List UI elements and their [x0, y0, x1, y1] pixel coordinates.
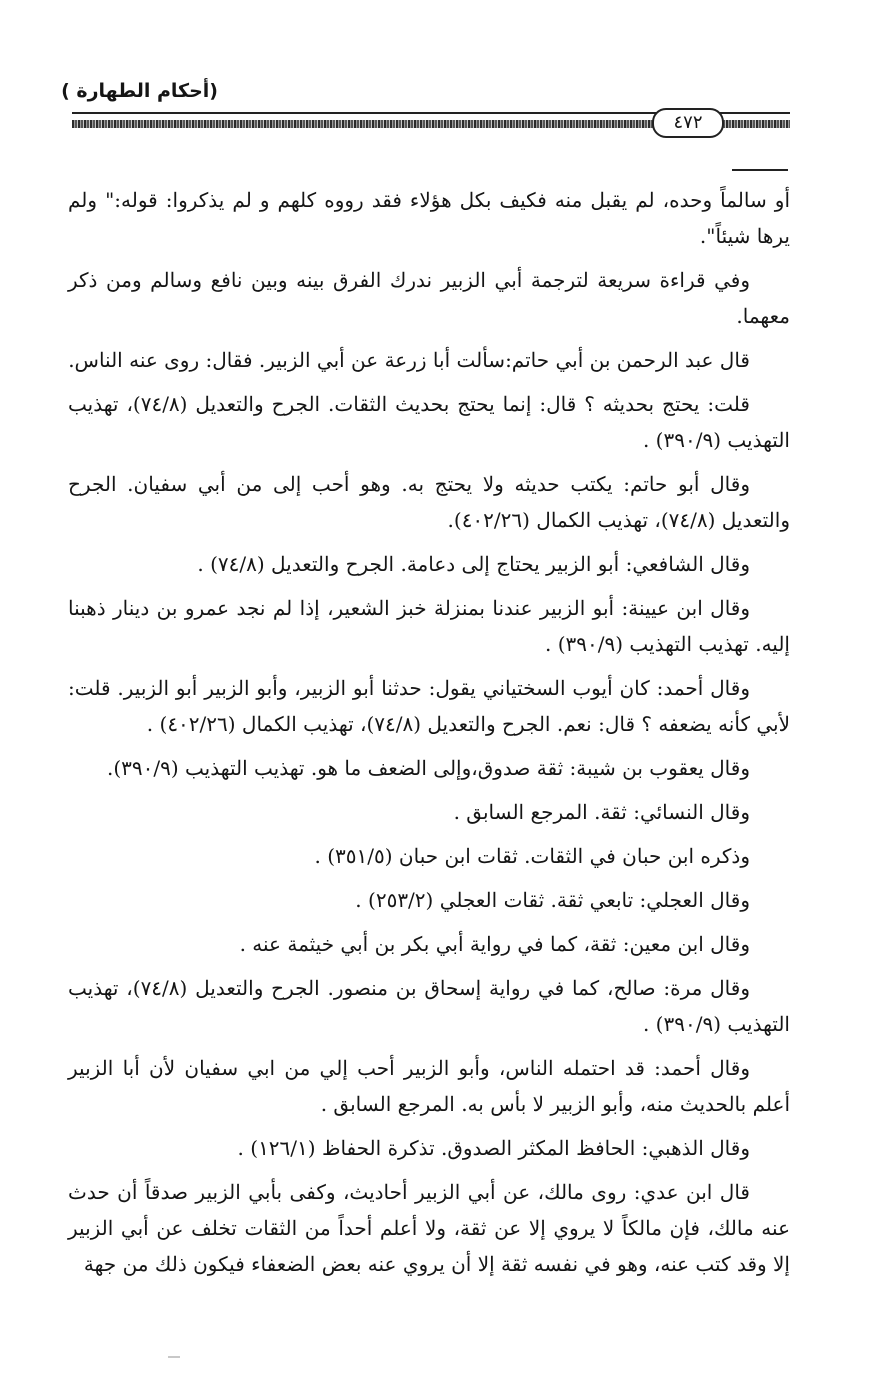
paragraph: وقال النسائي: ثقة. المرجع السابق . — [453, 800, 750, 824]
paragraph: وفي قراءة سريعة لترجمة أبي الزبير ندرك الفرق بينه وبين نافع وسالم ومن ذكر معهما. — [68, 268, 790, 328]
paragraph: وقال ابن معين: ثقة، كما في رواية أبي بكر بن أبي خيثمة عنه . — [239, 932, 750, 956]
footnote-separator — [732, 169, 788, 171]
page-number: ٤٧٢ — [652, 108, 724, 138]
paragraph: وقال الشافعي: أبو الزبير يحتاج إلى دعامة. الجرح والتعديل (٧٤/٨) . — [197, 552, 750, 576]
paragraph: قال عبد الرحمن بن أبي حاتم:سألت أبا زرعة عن أبي الزبير. فقال: روى عنه الناس. — [68, 348, 750, 372]
paragraph: وقال أحمد: كان أيوب السختياني يقول: حدثنا أبو الزبير، وأبو الزبير أبو الزبير. قلت: لأبي كأنه يضعفه ؟ قال: نعم. الجرح والتعديل (٧٤/٨)، تهذيب الكمال (٤٠٢/٢٦) . — [68, 676, 790, 736]
body-text — [68, 182, 790, 1290]
paragraph: وقال ابن عيينة: أبو الزبير عندنا بمنزلة خبز الشعير، إذا لم نجد عمرو بن دينار ذهبنا إليه. تهذيب التهذيب (٣٩٠/٩) . — [68, 596, 790, 656]
paragraph: وقال أحمد: قد احتمله الناس، وأبو الزبير أحب إلي من ابي سفيان لأن أبا الزبير أعلم بالحديث منه، وأبو الزبير لا بأس به. المرجع السابق . — [68, 1056, 790, 1116]
scan-mark — [168, 1356, 180, 1358]
paragraph: وقال يعقوب بن شيبة: ثقة صدوق،وإلى الضعف ما هو. تهذيب التهذيب (٣٩٠/٩). — [106, 756, 750, 780]
paragraph: قال ابن عدي: روى مالك، عن أبي الزبير أحاديث، وكفى بأبي الزبير صدقاً أن حدث عنه مالك، فإن مالكاً لا يروي إلا عن ثقة، ولا أعلم أحداً من الثقات تخلف عن أبي الزبير إلا وقد كتب عنه، وهو في نفسه ثقة إلا أن يروي عنه بعض الضعفاء فيكون ذلك من جهة — [68, 1180, 790, 1276]
paragraph: وقال الذهبي: الحافظ المكثر الصدوق. تذكرة الحفاظ (١٢٦/١) . — [237, 1136, 750, 1160]
paragraph: وقال العجلي: تابعي ثقة. ثقات العجلي (٢٥٣/٢) . — [355, 888, 750, 912]
paragraph: وقال أبو حاتم: يكتب حديثه ولا يحتج به. وهو أحب إلى من أبي سفيان. الجرح والتعديل (٧٤/٨)، تهذيب الكمال (٤٠٢/٢٦). — [68, 472, 790, 532]
running-title: (أحكام الطهارة ) — [61, 80, 218, 102]
paragraph: أو سالماً وحده، لم يقبل منه فكيف بكل هؤلاء فقد رووه كلهم و لم يذكروا: قوله:" ولم يرها شيئاً". — [68, 188, 790, 248]
paragraph: وقال مرة: صالح، كما في رواية إسحاق بن منصور. الجرح والتعديل (٧٤/٨)، تهذيب التهذيب (٣٩٠/٩) . — [68, 976, 790, 1036]
paragraph: وذكره ابن حبان في الثقات. ثقات ابن حبان (٣٥١/٥) . — [314, 844, 750, 868]
paragraph: قلت: يحتج بحديثه ؟ قال: إنما يحتج بحديث الثقات. الجرح والتعديل (٧٤/٨)، تهذيب التهذيب (٣٩٠/٩) . — [68, 392, 790, 452]
